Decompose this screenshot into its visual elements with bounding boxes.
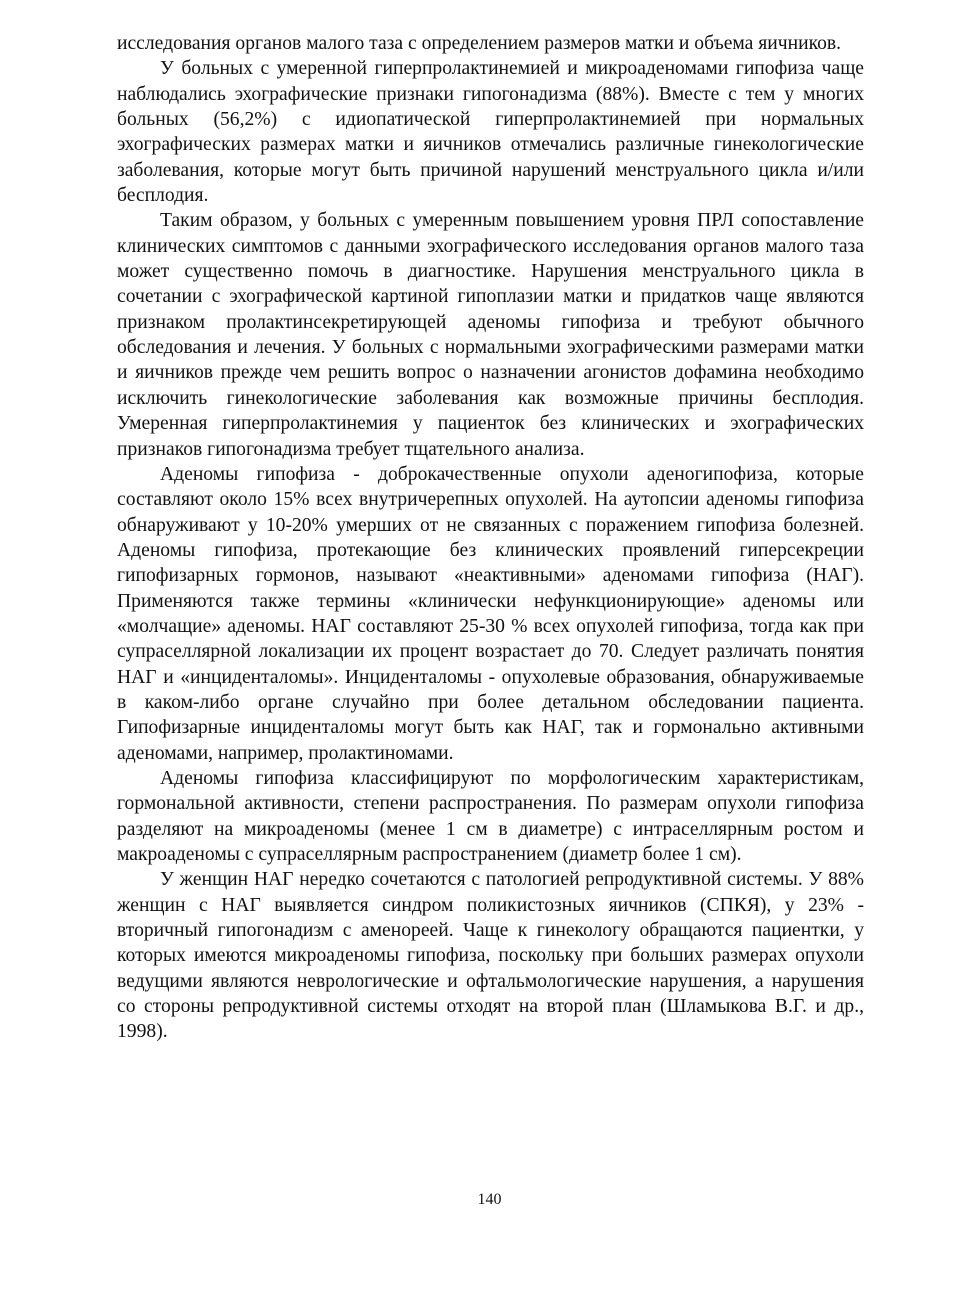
paragraph-classification: Аденомы гипофиза классифицируют по морфологическим характеристикам, гормональной активности, степени распространения. По размерам опухоли гипофиза разделяют на микроаденомы (менее 1 см в диаметре) с интраселлярным ростом и макроаденомы с супраселлярным распространением (диаметр более 1 см). <box>117 767 864 865</box>
page-number: 140 <box>477 1191 502 1208</box>
paragraph-hyperprolactinemia-findings: У больных с умеренной гиперпролактинемией и микроаденомами гипофиза чаще наблюдались эхографические признаки гипогонадизма (88%). Вместе с тем у многих больных (56,2%) с идиопатической гиперпролактинемией при нормальных эхографических размерах матки и яичников отмечались различные гинекологические заболевания, которые могут быть причиной нарушений менструального цикла и/или бесплодия. <box>117 58 864 207</box>
paragraph-women-nag: У женщин НАГ нередко сочетаются с патологией репродуктивной системы. У 88% женщин с НАГ выявляется синдром поликистозных яичников (СПКЯ), у 23% - вторичный гипогонадизм с аменореей. Чаще к гинекологу обращаются пациентки, у которых имеются микроаденомы гипофиза, поскольку при больших размерах опухоли ведущими являются неврологические и офтальмологические нарушения, а нарушения со стороны репродуктивной системы отходят на второй план (Шламыкова В.Г. и др., 1998). <box>117 869 864 1043</box>
paragraph-conclusion: Таким образом, у больных с умеренным повышением уровня ПРЛ сопоставление клинических симптомов с данными эхографического исследования органов малого таза может существенно помочь в диагностике. Нарушения менструального цикла в сочетании с эхографической картиной гипоплазии матки и придатков чаще являются признаком пролактинсекретирующей аденомы гипофиза и требуют обычного обследования и лечения. У больных с нормальными эхографическими размерами матки и яичников прежде чем решить вопрос о назначении агонистов дофамина необходимо исключить гинекологические заболевания как возможные причины бесплодия. Умеренная гиперпролактинемия у пациенток без клинических и эхографических признаков гипогонадизма требует тщательного анализа. <box>117 210 864 460</box>
paragraph-pituitary-adenomas: Аденомы гипофиза - доброкачественные опухоли аденогипофиза, которые составляют около 15% всех внутричерепных опухолей. На аутопсии аденомы гипофиза обнаруживают у 10-20% умерших от не связанных с поражением гипофиза болезней. Аденомы гипофиза, протекающие без клинических проявлений гиперсекреции гипофизарных гормонов, называют «неактивными» аденомами гипофиза (НАГ). Применяются также термины «клинически нефункционирующие» аденомы или «молчащие» аденомы. НАГ составляют 25-30 % всех опухолей гипофиза, тогда как при супраселлярной локализации их процент возрастает до 70. Следует различать понятия НАГ и «инциденталомы». Инциденталомы - опухолевые образования, обнаруживаемые в каком-либо органе случайно при более детальном обследовании пациента. Гипофизарные инциденталомы могут быть как НАГ, так и гормонально активными аденомами, например, пролактиномами. <box>117 463 864 764</box>
paragraph-continuation: исследования органов малого таза с определением размеров матки и объема яичников. <box>117 33 842 54</box>
page-body <box>117 31 864 1045</box>
